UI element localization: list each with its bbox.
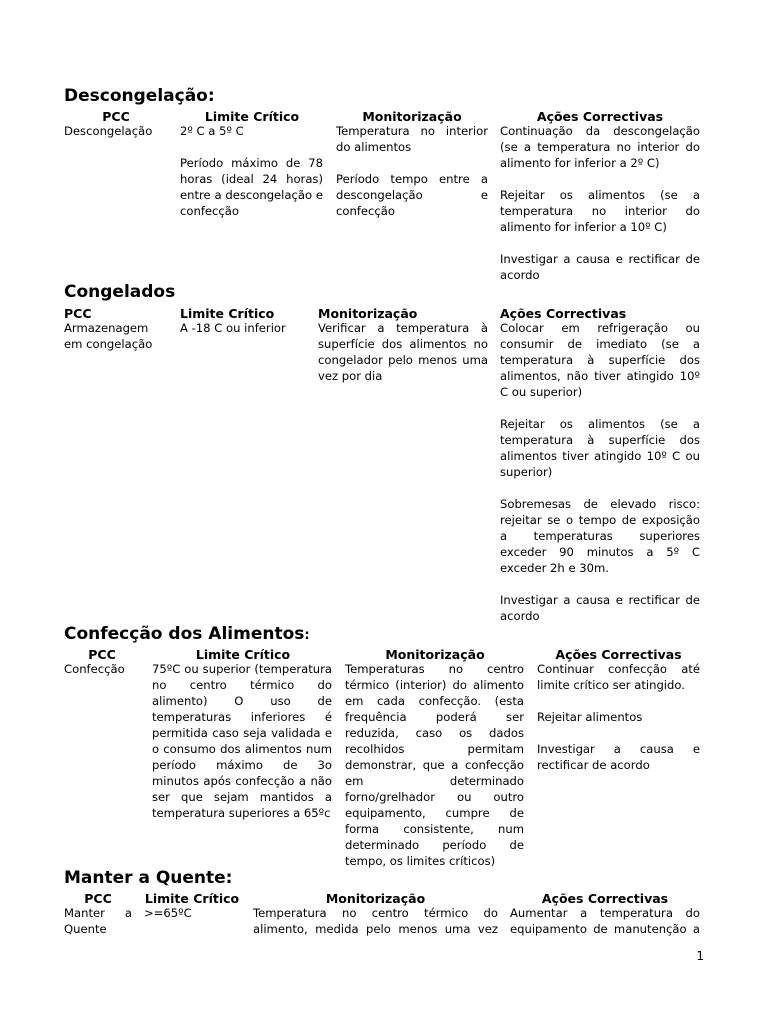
cell-text: Continuação da descongelação (se a temperatura no interior do alimento for inferior a 2º C) (500, 124, 700, 170)
cell-text: A -18 C ou inferior (180, 321, 286, 335)
cell-text: Manter a Quente (64, 906, 132, 936)
section-title-congelados: Congelados (64, 282, 176, 302)
col-header-acoes: Ações Correctivas (500, 306, 627, 321)
col-header-acoes: Ações Correctivas (541, 891, 669, 906)
cell-text: Investigar a causa e rectificar de acordo (537, 742, 700, 772)
col-header-limite: Limite Crítico (144, 891, 240, 906)
cell-acoes (500, 123, 700, 283)
page-number: 1 (696, 949, 704, 963)
cell-text: Rejeitar alimentos (537, 710, 643, 724)
cell-text: Descongelação (64, 124, 153, 138)
cell-limite (180, 123, 323, 219)
cell-text: 75ºC ou superior (temperatura no centro térmico do alimento) O uso de temperaturas inferiores é permitida caso seja validada e o consumo dos alimentos num período máximo de 3o minutos após confecção a não ser que sejam mantidos a temperatura superiores a 65ºc (152, 662, 332, 820)
cell-text: Período tempo entre a descongelação e confecção (336, 172, 488, 218)
section-title-descongelacao: Descongelação: (64, 86, 215, 106)
cell-text: Sobremesas de elevado risco: rejeitar se o tempo de exposição a temperaturas superiores exceder 90 minutos a 5º C exceder 2h e 30m. (500, 497, 700, 575)
col-header-pcc: PCC (84, 891, 112, 906)
col-header-pcc: PCC (102, 109, 130, 124)
col-header-monitorizacao: Monitorização (385, 647, 485, 662)
cell-acoes (500, 320, 700, 624)
cell-pcc (64, 905, 132, 937)
cell-limite (152, 661, 332, 821)
cell-text: Aumentar a temperatura do equipamento de manutenção a (510, 906, 700, 936)
cell-limite (144, 905, 244, 921)
cell-monitorizacao (318, 320, 488, 384)
col-header-monitorizacao: Monitorização (362, 109, 462, 124)
cell-text: Rejeitar os alimentos (se a temperatura à superfície dos alimentos tiver atingido 10º C ou superior) (500, 417, 700, 479)
cell-text: Colocar em refrigeração ou consumir de imediato (se a temperatura à superfície dos alimentos, não tiver atingido 10º C ou superior) (500, 321, 700, 399)
cell-pcc (64, 320, 164, 352)
cell-text: Confecção (64, 662, 125, 676)
section-title-colon: : (304, 628, 310, 643)
cell-text: Verificar a temperatura à superfície dos alimentos no congelador pelo menos uma vez por dia (318, 321, 488, 383)
cell-pcc (64, 123, 172, 139)
cell-text: Temperatura no interior do alimentos (336, 124, 488, 154)
cell-text: Rejeitar os alimentos (se a temperatura no interior do alimento for inferior a 10º C) (500, 188, 700, 234)
cell-text: Armazenagem em congelação (64, 321, 153, 351)
cell-monitorizacao (345, 661, 524, 869)
col-header-monitorizacao: Monitorização (325, 891, 426, 906)
cell-monitorizacao (336, 123, 488, 219)
cell-text: Continuar confecção até limite crítico ser atingido. (537, 662, 700, 692)
section-title-confeccao (64, 623, 310, 647)
col-header-monitorizacao: Monitorização (318, 306, 418, 321)
col-header-limite: Limite Crítico (180, 306, 275, 321)
cell-acoes (510, 905, 700, 937)
col-header-acoes: Ações Correctivas (536, 109, 664, 124)
col-header-limite: Limite Crítico (204, 109, 300, 124)
col-header-pcc: PCC (88, 647, 116, 662)
cell-text: Período máximo de 78 horas (ideal 24 horas) entre a descongelação e confecção (180, 156, 323, 218)
cell-text: Investigar a causa e rectificar de acordo (500, 593, 700, 623)
cell-text: 2º C a 5º C (180, 124, 244, 138)
cell-text: Temperatura no centro térmico do alimento, medida pelo menos uma vez (253, 906, 498, 936)
section-title-manter-quente: Manter a Quente: (64, 868, 233, 888)
col-header-limite: Limite Crítico (195, 647, 291, 662)
section-title-text: Confecção dos Alimentos (64, 624, 305, 644)
cell-acoes (537, 661, 700, 773)
cell-text: Investigar a causa e rectificar de acordo (500, 252, 700, 282)
cell-monitorizacao (253, 905, 498, 937)
cell-limite (180, 320, 308, 336)
cell-pcc (64, 661, 144, 677)
cell-text: >=65ºC (144, 906, 192, 920)
col-header-acoes: Ações Correctivas (555, 647, 682, 662)
cell-text: Temperaturas no centro térmico (interior) do alimento em cada confecção. (esta frequência poderá ser reduzida, caso os dados recolhidos permitam demonstrar, que a confecção em determinado forno/grelhador ou outro equipamento, cumpre de forma consistente, num determinado período de tempo, os limites críticos) (345, 662, 524, 868)
col-header-pcc: PCC (64, 306, 92, 321)
